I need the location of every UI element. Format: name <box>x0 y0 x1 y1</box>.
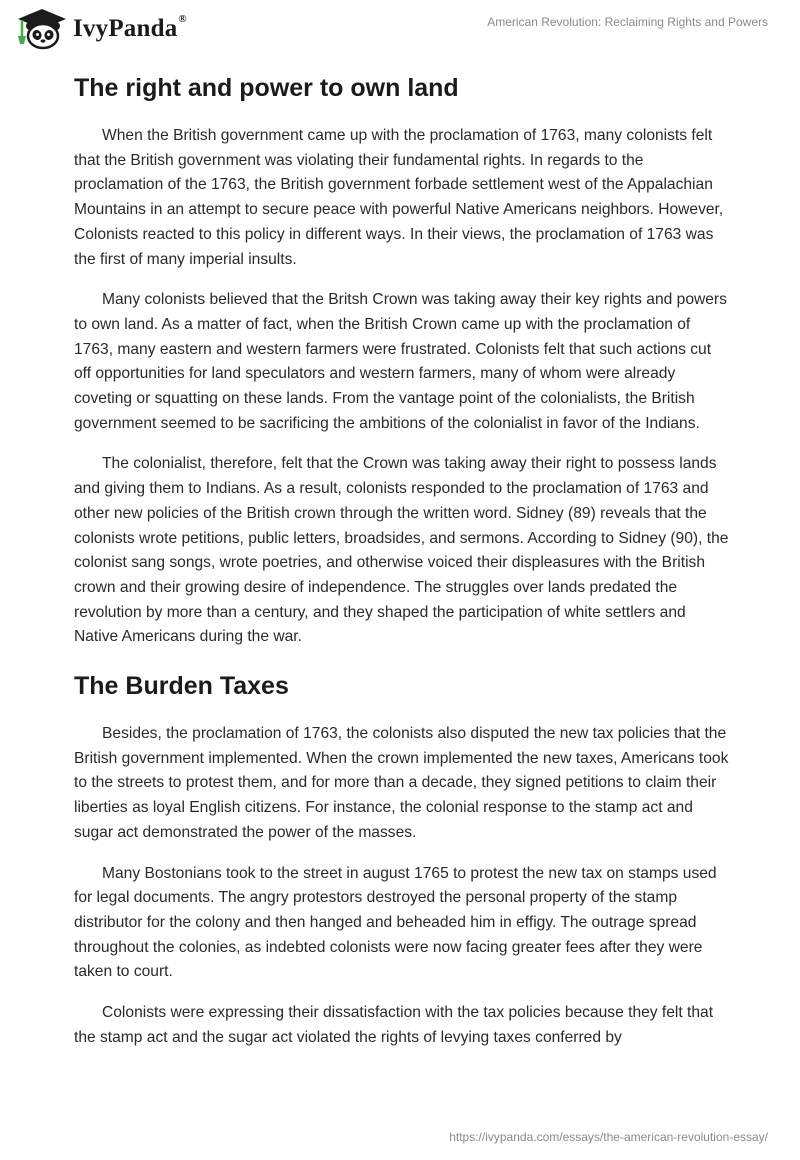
panda-graduate-icon <box>14 6 70 50</box>
site-logo[interactable] <box>14 6 187 50</box>
paragraph: Besides, the proclamation of 1763, the colonists also disputed the new tax policies that the British government implemented. When the crown implemented the new taxes, Americans took to the streets to protest them, and for more than a decade, they signed petitions to claim their liberties as loyal English citizens. For instance, the colonial response to the stamp act and sugar act demonstrated the power of the masses. <box>74 725 729 841</box>
brand-name: IvyPanda® <box>73 13 187 42</box>
source-url[interactable]: https://ivypanda.com/essays/the-american-revolution-essay/ <box>449 1130 768 1144</box>
paragraph: When the British government came up with the proclamation of 1763, many colonists felt that the British government was violating their fundamental rights. In regards to the proclamation of the 1763, the British government forbade settlement west of the Appalachian Mountains in an attempt to secure peace with powerful Native Americans neighbors. However, Colonists reacted to this policy in different ways. In their views, the proclamation of 1763 was the first of many imperial insults. <box>74 127 724 268</box>
paragraph: The colonialist, therefore, felt that the Crown was taking away their right to possess lands and giving them to Indians. As a result, colonists responded to the proclamation of 1763 and other new policies of the British crown through the written word. Sidney (89) reveals that the colonists wrote petitions, public letters, broadsides, and sermons. According to Sidney (90), the colonist sang songs, wrote poetries, and otherwise voiced their displeasures with the British crown and their growing desire of independence. The struggles over lands predated the revolution by more than a century, and they shaped the participation of white settlers and Native Americans during the war. <box>74 455 729 646</box>
section-heading-taxes: The Burden Taxes <box>74 672 289 701</box>
section-heading-land: The right and power to own land <box>74 74 459 102</box>
paragraph: Many Bostonians took to the street in august 1765 to protest the new tax on stamps used for legal documents. The angry protestors destroyed the personal property of the stamp distributor for the colony and then hanged and beheaded him in effigy. The outrage spread throughout the colonies, as indebted colonists were now facing greater fees after they were taken to court. <box>74 864 717 981</box>
paragraph: Many colonists believed that the Britsh Crown was taking away their key rights and powers to own land. As a matter of fact, when the British Crown came up with the proclamation of 1763, many eastern and western farmers were frustrated. Colonists felt that such actions cut off opportunities for land speculators and western farmers, many of whom were already coveting or squatting on these lands. From the vantage point of the colonialists, the British government seemed to be sacrificing the ambitions of the colonialist in favor of the Indians. <box>74 291 727 432</box>
paragraph: Colonists were expressing their dissatisfaction with the tax policies because they felt that the stamp act and the sugar act violated the rights of levying taxes conferred by <box>74 1004 714 1046</box>
running-title: American Revolution: Reclaiming Rights and Powers <box>487 15 768 29</box>
essay-body <box>74 72 730 1051</box>
